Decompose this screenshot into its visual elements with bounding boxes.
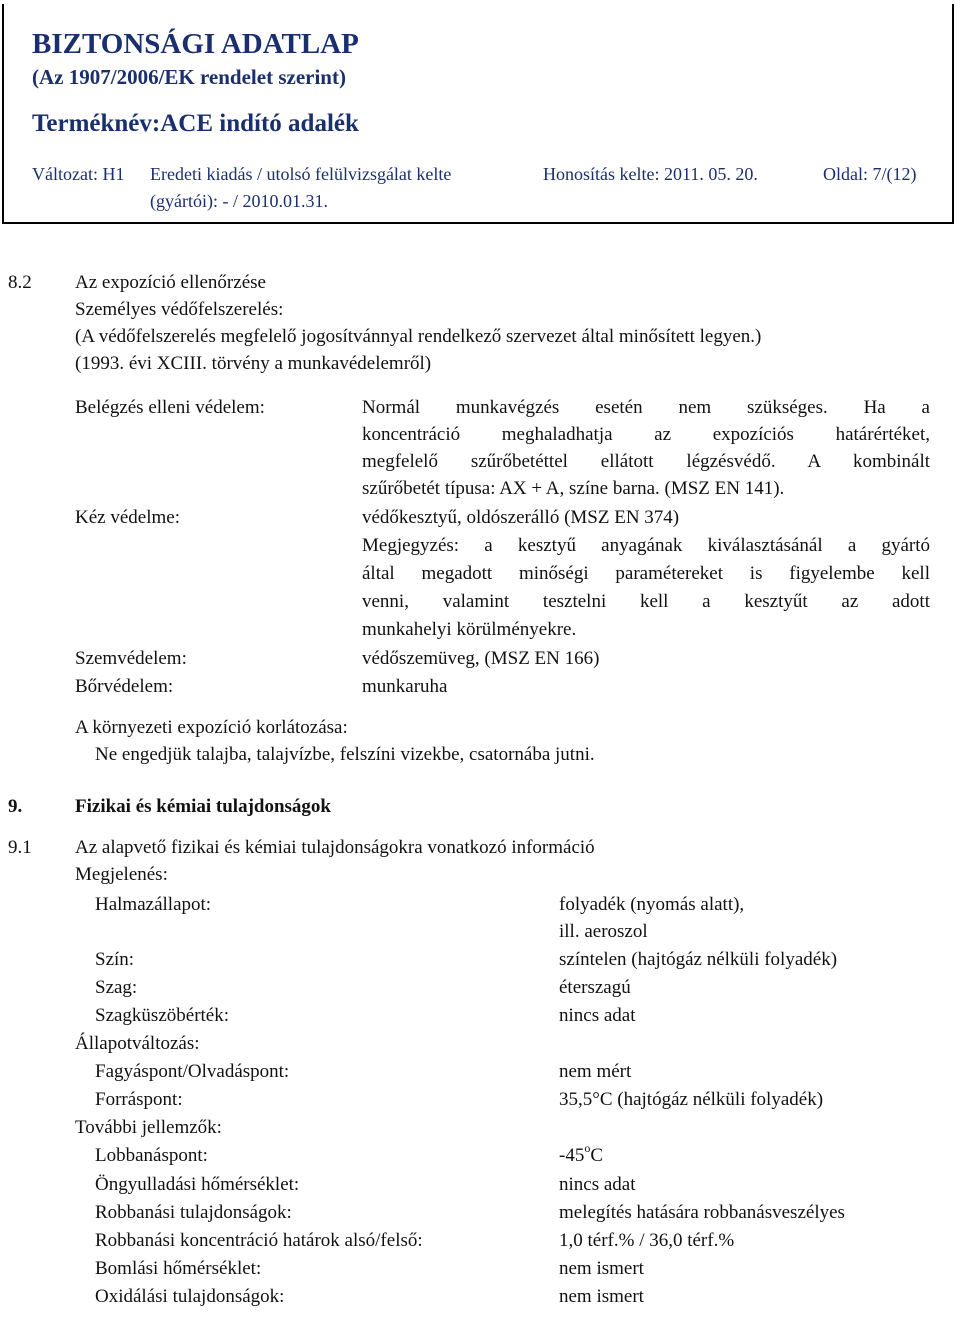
flash-point-label: Lobbanáspont: <box>95 1145 208 1166</box>
section-9-1-number: 9.1 <box>8 837 32 858</box>
hand-note-line-3: venni, valamint tesztelni kell a kesztyűt az adott <box>362 591 930 612</box>
eye-protection-value: védőszemüveg, (MSZ EN 166) <box>362 648 600 669</box>
section-9-title: Fizikai és kémiai tulajdonságok <box>75 796 331 817</box>
autoignition-value: nincs adat <box>559 1174 636 1195</box>
hand-protection-label: Kéz védelme: <box>75 507 180 528</box>
environmental-exposure-title: A környezeti expozíció korlátozása: <box>75 717 348 738</box>
oxidizing-properties-label: Oxidálási tulajdonságok: <box>95 1286 285 1307</box>
respiratory-line-1: Normál munkavégzés esetén nem szükséges. Ha a <box>362 397 930 418</box>
version-label: Változat: H1 <box>32 164 125 184</box>
decomposition-temp-value: nem ismert <box>559 1258 644 1279</box>
flash-point-unit: C <box>590 1145 604 1166</box>
ppe-note-2: (1993. évi XCIII. törvény a munkavédelemről) <box>75 353 432 374</box>
section-8-2-number: 8.2 <box>8 272 32 293</box>
odor-label: Szag: <box>95 977 138 998</box>
ppe-note-1: (A védőfelszerelés megfelelő jogosítvánnyal rendelkező szervezet által minősített legyen.) <box>75 326 762 347</box>
odor-threshold-value: nincs adat <box>559 1005 636 1026</box>
respiratory-label: Belégzés elleni védelem: <box>75 397 265 418</box>
eye-protection-label: Szemvédelem: <box>75 648 187 669</box>
issue-date-label: Eredeti kiadás / utolsó felülvizsgálat kelte <box>150 164 452 184</box>
section-9-number: 9. <box>8 796 23 817</box>
respiratory-line-4: szűrőbetét típusa: AX + A, színe barna. (MSZ EN 141). <box>362 478 785 499</box>
flash-point-value <box>559 1141 604 1167</box>
oxidizing-properties-value: nem ismert <box>559 1286 644 1307</box>
autoignition-label: Öngyulladási hőmérséklet: <box>95 1174 300 1195</box>
state-change-title: Állapotváltozás: <box>75 1033 200 1054</box>
physical-state-label: Halmazállapot: <box>95 894 212 915</box>
product-name-line <box>32 110 359 138</box>
degree-sup: o <box>584 1141 591 1155</box>
odor-threshold-label: Szagküszöbérték: <box>95 1005 230 1026</box>
explosion-limits-value: 1,0 térf.% / 36,0 térf.% <box>559 1230 735 1251</box>
section-9-1-title: Az alapvető fizikai és kémiai tulajdonságokra vonatkozó információ <box>75 837 595 858</box>
section-8-2-title: Az expozíció ellenőrzése <box>75 272 266 293</box>
physical-state-value: folyadék (nyomás alatt), <box>559 894 745 915</box>
document-title: BIZTONSÁGI ADATLAP <box>32 28 359 60</box>
physical-state-value-2: ill. aeroszol <box>559 921 648 942</box>
skin-protection-value: munkaruha <box>362 676 448 697</box>
explosive-properties-value: melegítés hatására robbanásveszélyes <box>559 1202 845 1223</box>
decomposition-temp-label: Bomlási hőmérséklet: <box>95 1258 262 1279</box>
color-value: színtelen (hajtógáz nélküli folyadék) <box>559 949 838 970</box>
flash-point-number: -45 <box>559 1145 585 1166</box>
environmental-exposure-value: Ne engedjük talajba, talajvízbe, felszíni vizekbe, csatornába jutni. <box>95 744 595 765</box>
freezing-point-value: nem mért <box>559 1061 632 1082</box>
color-label: Szín: <box>95 949 135 970</box>
freezing-point-label: Fagyáspont/Olvadáspont: <box>95 1061 290 1082</box>
odor-value: éterszagú <box>559 977 631 998</box>
hand-note-line-2: által megadott minőségi paramétereket is figyelembe kell <box>362 563 930 584</box>
issue-date-value: (gyártói): - / 2010.01.31. <box>150 191 328 211</box>
boiling-point-label: Forráspont: <box>95 1089 183 1110</box>
page-number: Oldal: 7/(12) <box>823 164 917 184</box>
hand-note-line-1: Megjegyzés: a kesztyű anyagának kiválasztásánál a gyártó <box>362 535 930 556</box>
respiratory-line-2: koncentráció meghaladhatja az expozíciós határértéket, <box>362 424 930 445</box>
explosive-properties-label: Robbanási tulajdonságok: <box>95 1202 292 1223</box>
hand-protection-value: védőkesztyű, oldószerálló (MSZ EN 374) <box>362 507 680 528</box>
respiratory-line-3: megfelelő szűrőbetéttel ellátott légzésvédő. A kombinált <box>362 451 930 472</box>
boiling-point-value: 35,5°C (hajtógáz nélküli folyadék) <box>559 1089 824 1110</box>
regulation-reference: (Az 1907/2006/EK rendelet szerint) <box>32 65 346 89</box>
appearance-title: Megjelenés: <box>75 864 168 885</box>
explosion-limits-label: Robbanási koncentráció határok alsó/felső: <box>95 1230 423 1251</box>
hand-note-line-4: munkahelyi körülményekre. <box>362 619 577 640</box>
ppe-title: Személyes védőfelszerelés: <box>75 299 284 320</box>
other-properties-title: További jellemzők: <box>75 1117 222 1138</box>
product-name: ACE indító adalék <box>160 110 359 137</box>
product-label: Terméknév: <box>32 110 161 137</box>
localization-date: Honosítás kelte: 2011. 05. 20. <box>543 164 758 184</box>
skin-protection-label: Bőrvédelem: <box>75 676 174 697</box>
